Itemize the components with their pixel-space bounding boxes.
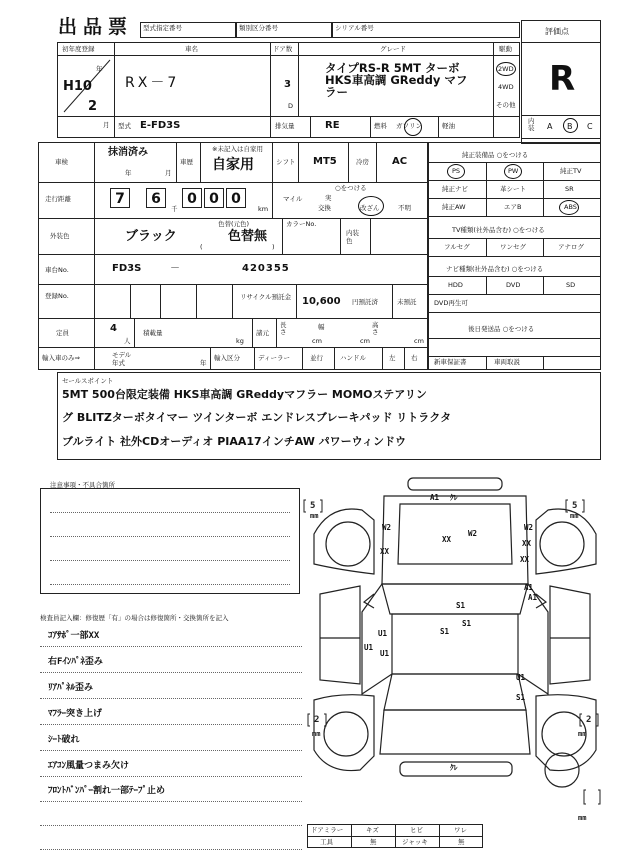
shaken-label: 車検 (55, 158, 68, 166)
mark-s1-roof2: S1 (440, 627, 450, 636)
recycle-label: リサイクル預託金 (240, 293, 292, 301)
chassis-label: 車台No. (45, 266, 69, 274)
car-name-label: 車名 (185, 45, 198, 53)
first-reg-month: 2 (88, 99, 98, 114)
mark-xx-rf: XX (522, 539, 532, 548)
equip-airbag: エアB (504, 203, 522, 211)
mark-u1-ls2: U1 (364, 643, 374, 652)
capacity-value: 4 (110, 323, 117, 334)
odo-opt-tampered: 改ざん (360, 204, 380, 212)
legend-jack: ジャッキ (402, 838, 428, 846)
legend-scratch: キズ (366, 826, 379, 834)
load-unit: kg (236, 337, 244, 345)
legend-break: ワレ (454, 826, 467, 834)
odo-thousand: 千 (171, 205, 178, 213)
mark-xx-rf2: XX (520, 555, 530, 564)
mm-rr: mm (578, 730, 587, 738)
mm-rl: mm (312, 730, 321, 738)
equip-abs: ABS (564, 203, 577, 211)
year-suffix: 年 (96, 65, 103, 73)
later-manual: 車両取説 (494, 358, 520, 366)
reg-label: 登録No. (45, 292, 69, 300)
mark-kure-front: ｸﾚ (450, 493, 458, 502)
handle-right: 右 (411, 354, 418, 362)
spec-label: 諸元 (256, 329, 269, 337)
notes-box (40, 488, 300, 594)
ac-label: 冷房 (356, 158, 369, 166)
inspector-label: 検査員記入欄：修復歴「有」の場合は修復箇所・交換箇所を記入 (40, 614, 229, 622)
drive-other: その他 (496, 101, 516, 109)
note-4: ﾏﾌﾗｰ突き上げ (48, 709, 103, 719)
interior-c: C (587, 122, 593, 131)
import-parallel: 並行 (310, 354, 323, 362)
door-suffix: D (288, 102, 294, 110)
score-value: R (549, 59, 576, 99)
shaken-month: 月 (165, 169, 172, 177)
drive-4wd: 4WD (498, 83, 514, 91)
grade: タイプRS-R 5MT ターボ HKS車高調 GReddy マフラー (325, 61, 468, 99)
shaken-year: 年 (125, 169, 132, 177)
sales-line-1: 5MT 500台限定装備 HKS車高調 GReddyマフラー MOMOステアリン (62, 388, 427, 401)
odo-opt-real: 実 (325, 194, 332, 202)
navi-dvd: DVD (506, 281, 521, 289)
model-value: E-FD3S (140, 120, 181, 131)
odo-opt-replaced: 交換 (318, 204, 331, 212)
first-reg-year: H10 (63, 79, 92, 94)
mark-w2-lf: W2 (382, 523, 392, 532)
mark-w2-rf: W2 (524, 523, 534, 532)
note-1: ｺｱｻﾎﾟ一部XX (48, 631, 100, 641)
color-change-value: 色替無 (228, 229, 268, 244)
displacement-value: RE (325, 120, 340, 131)
tv-analog: アナログ (558, 243, 584, 251)
height-unit: cm (414, 337, 424, 345)
mile-label: マイル (283, 195, 303, 203)
odo-digit-4: 0 (204, 188, 224, 208)
color-no-label: カラーNo. (286, 220, 317, 228)
height-label: 高さ (372, 321, 379, 336)
width-unit: cm (360, 337, 370, 345)
legend-tools: 工具 (320, 838, 333, 846)
odo-digit-3: 0 (182, 188, 202, 208)
equip-tv: 純正TV (560, 167, 582, 175)
navi-title: ナビ種類(社外品含む) ○をつける (446, 265, 544, 273)
mark-xx-hood: XX (442, 535, 452, 544)
grade-label: グレード (380, 45, 406, 53)
usage-label: 車歴 (180, 158, 193, 166)
mark-u1-ls: U1 (378, 629, 388, 638)
interior-a: A (547, 122, 553, 131)
model-year-label: モデル年式 (112, 351, 132, 367)
sales-label: セールスポイント (62, 377, 114, 385)
drive-circle (496, 62, 516, 76)
tv-fullseg: フルセグ (444, 243, 470, 251)
drive-2wd: 2WD (498, 65, 514, 73)
mm-fl: mm (310, 512, 319, 520)
month-suffix: 月 (103, 121, 110, 129)
sales-line-2: グ BLITZターボタイマー ツインターボ エンドレスブレーキパッド リトラクタ (62, 411, 452, 424)
color-change-label: 色替(元色) (218, 220, 250, 228)
equip-ps: PS (452, 167, 461, 175)
tire-fr-value: 5 (572, 501, 578, 511)
mm-spare: mm (578, 814, 587, 822)
capacity-label: 定員 (56, 329, 69, 337)
note-6: ｴｱｺﾝ風量つまみ欠け (48, 761, 130, 771)
equip-navi: 純正ナビ (442, 185, 468, 193)
mark-s1-roof: S1 (456, 601, 466, 610)
color-change-paren-close: ) (272, 243, 275, 251)
legend-mirror: ドアミラー (311, 826, 344, 834)
shift-label: シフト (276, 158, 296, 166)
odo-label: 走行距離 (45, 195, 71, 203)
note-3: ﾘｱﾊﾟﾈﾙ歪み (48, 683, 94, 693)
usage-value: 自家用 (212, 157, 254, 173)
model-year-suffix: 年 (200, 359, 207, 367)
handle-label: ハンドル (340, 354, 366, 362)
interior-circle (563, 118, 578, 133)
score-label: 評価点 (545, 27, 569, 36)
tire-rr-value: 2 (586, 715, 592, 725)
equip-abs-circle (559, 200, 579, 215)
recycle-no: 未預託 (397, 298, 417, 306)
import-only-label: 輸入車のみ⇒ (42, 354, 80, 362)
import-class-label: 輸入区分 (214, 354, 240, 362)
fuel-gasoline: ガソリン (396, 122, 422, 130)
odo-circle (358, 196, 384, 216)
fuel-circle (404, 118, 422, 136)
odo-opt-unknown: 不明 (398, 204, 411, 212)
equip-aw: 純正AW (442, 203, 466, 211)
width-label: 幅 (318, 323, 325, 331)
mark-u1-ls3: U1 (380, 649, 390, 658)
later-title: 後日発送品 ○をつける (468, 325, 535, 333)
mark-u1-rs: U1 (516, 673, 526, 682)
main-table (38, 142, 428, 370)
odo-unit: km (258, 205, 269, 213)
mark-xx-lf: XX (380, 547, 390, 556)
dvd-label: DVD再生可 (434, 299, 468, 307)
equip-ps-circle (447, 164, 465, 179)
car-name: RX－7 (125, 75, 180, 91)
equip-leather: 革シート (500, 185, 526, 193)
color-value: ブラック (125, 229, 177, 244)
chassis-prefix: FD3S (112, 263, 142, 274)
tv-oneseg: ワンセグ (500, 243, 526, 251)
drive-label: 駆動 (499, 45, 512, 53)
notes-label: 注意事項・不具合箇所 (50, 481, 115, 489)
odo-digit-5: 0 (226, 188, 246, 208)
ac-value: AC (392, 156, 408, 167)
tire-rl-value: 2 (314, 715, 320, 725)
later-warranty: 新車保証書 (434, 358, 467, 366)
mm-fr: mm (570, 512, 579, 520)
capacity-unit: 人 (124, 337, 131, 345)
mark-w2-hood: W2 (468, 529, 478, 538)
door-count: 3 (284, 79, 291, 90)
legend-tools-value: 無 (370, 838, 377, 846)
model-label: 型式 (118, 122, 131, 130)
interior-label: 内装 (528, 117, 535, 132)
tire-fl-value: 5 (310, 501, 316, 511)
mark-a1-front: A1 (430, 493, 440, 502)
handle-left: 左 (389, 354, 396, 362)
usage-note: ※未記入は自家用 (212, 145, 263, 153)
first-reg-label: 初年度登録 (62, 45, 95, 53)
note-2: 右Fｲﾝﾊﾟﾈ歪み (48, 657, 103, 667)
sales-line-3: ブルライト 社外CDオーディオ PIAA17インチAW パワーウィンドウ (62, 435, 407, 448)
odo-digit-1: 7 (110, 188, 130, 208)
tv-title: TV種類(社外品含む) ○をつける (452, 226, 545, 234)
interior-color-label: 内装色 (346, 229, 359, 245)
equip-sr: SR (565, 185, 574, 193)
odo-circle-note: ○をつける (335, 184, 367, 192)
shaken-value: 抹消済み (108, 147, 148, 158)
note-5: ｼｰﾄ破れ (48, 735, 80, 745)
note-7: ﾌﾛﾝﾄﾊﾞﾝﾊﾟｰ割れ一部ﾃｰﾌﾟ止め (48, 786, 166, 796)
mark-kure-rear: ｸﾚ (450, 763, 458, 772)
door-label: ドア数 (273, 45, 293, 53)
type-spec-label: 型式指定番号 (143, 24, 182, 32)
class-label: 類別区分番号 (239, 24, 278, 32)
color-change-paren-open: ( (200, 243, 203, 251)
len-label: 長さ (280, 321, 287, 336)
page-title: 出品票 (58, 16, 134, 38)
navi-hdd: HDD (448, 281, 463, 289)
mark-s1-rs: S1 (516, 693, 526, 702)
chassis-number: 420355 (242, 263, 290, 274)
navi-sd: SD (566, 281, 576, 289)
mark-a1-rs2: A1 (528, 593, 538, 602)
car-diagram (300, 474, 610, 836)
len-unit: cm (312, 337, 322, 345)
fuel-label: 燃料 (374, 122, 387, 130)
displacement-label: 排気量 (275, 122, 295, 130)
fuel-diesel: 軽油 (442, 122, 455, 130)
odo-digit-2: 6 (146, 188, 166, 208)
legend-jack-value: 無 (458, 838, 465, 846)
recycle-value: 10,600 (302, 296, 341, 307)
equip-pw-circle (504, 164, 522, 179)
color-label: 外装色 (50, 232, 70, 240)
recycle-unit: 円預託済 (352, 298, 378, 306)
mark-s1-roof3: S1 (462, 619, 472, 628)
chassis-dash: － (170, 263, 180, 274)
import-dealer: ディーラー (258, 354, 290, 362)
serial-label: シリアル番号 (335, 24, 374, 32)
equipment-title: 純正装備品 ○をつける (462, 151, 529, 159)
shift-value: MT5 (313, 156, 337, 167)
load-label: 積載量 (143, 329, 163, 337)
legend-crack: ヒビ (410, 826, 423, 834)
interior-b: B (567, 122, 573, 131)
equip-pw: PW (508, 167, 519, 175)
mark-a1-rs: A1 (524, 583, 534, 592)
